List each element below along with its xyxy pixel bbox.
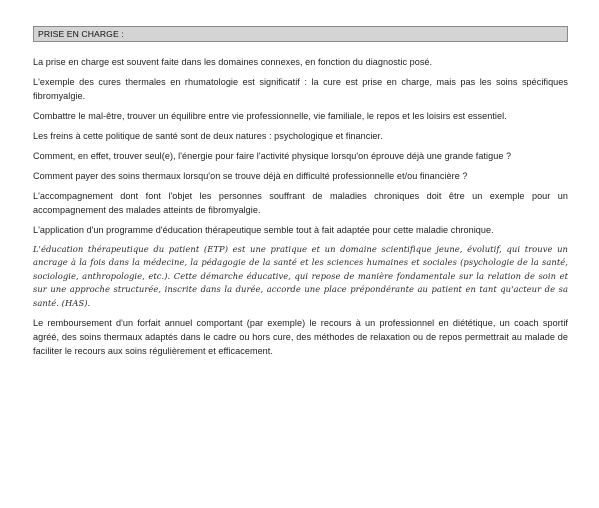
paragraph-cures-thermales: L'exemple des cures thermales en rhumatologie est significatif : la cure est prise en charge, mais pas les soins spécifiques fibromyalgie. [33,77,568,101]
paragraph-programme-education: L'application d'un programme d'éducation thérapeutique semble tout à fait adaptée pour cette maladie chronique. [33,225,494,235]
paragraph-accompagnement: L'accompagnement dont font l'objet les personnes souffrant de maladies chroniques doit être un exemple pour un accompagnement des malades atteints de fibromyalgie. [33,191,568,215]
paragraph-etp-definition: L'éducation thérapeutique du patient (ETP) est une pratique et un domaine scientifique jeune, évolutif, qui trouve un ancrage à la fois dans la médecine, la pédagogie de la santé et les sciences humaines et sociales (psychologie de la santé, sociologie, anthropologie, etc.). Cette démarche éducative, qui repose de manière fondamentale sur la relation de soin et sur une approche structurée, inscrite dans la durée, accorde une place prépondérante au patient en tant qu'acteur de sa santé. (HAS). [33,244,568,308]
section-header: PRISE EN CHARGE : [33,26,568,42]
paragraph-remboursement: Le remboursement d'un forfait annuel comportant (par exemple) le recours à un professionnel en diététique, un coach sportif agréé, des soins thermaux adaptés dans le cadre ou hors cure, des méthodes de relaxation ou de repos permettrait au malade de faciliter le recours aux soins régulièrement et efficacement. [33,318,568,357]
paragraph-freins: Les freins à cette politique de santé sont de deux natures : psychologique et financier. [33,131,383,141]
paragraph-mal-etre: Combattre le mal-être, trouver un équilibre entre vie professionnelle, vie familiale, le repos et les loisirs est essentiel. [33,111,507,121]
document-page [33,26,568,358]
paragraph-soins-thermaux: Comment payer des soins thermaux lorsqu'on se trouve déjà en difficulté professionnelle et/ou financière ? [33,171,468,181]
paragraph-energie: Comment, en effet, trouver seul(e), l'énergie pour faire l'activité physique lorsqu'on éprouve déjà une grande fatigue ? [33,151,512,161]
paragraph-prise-en-charge: La prise en charge est souvent faite dans les domaines connexes, en fonction du diagnostic posé. [33,57,433,67]
